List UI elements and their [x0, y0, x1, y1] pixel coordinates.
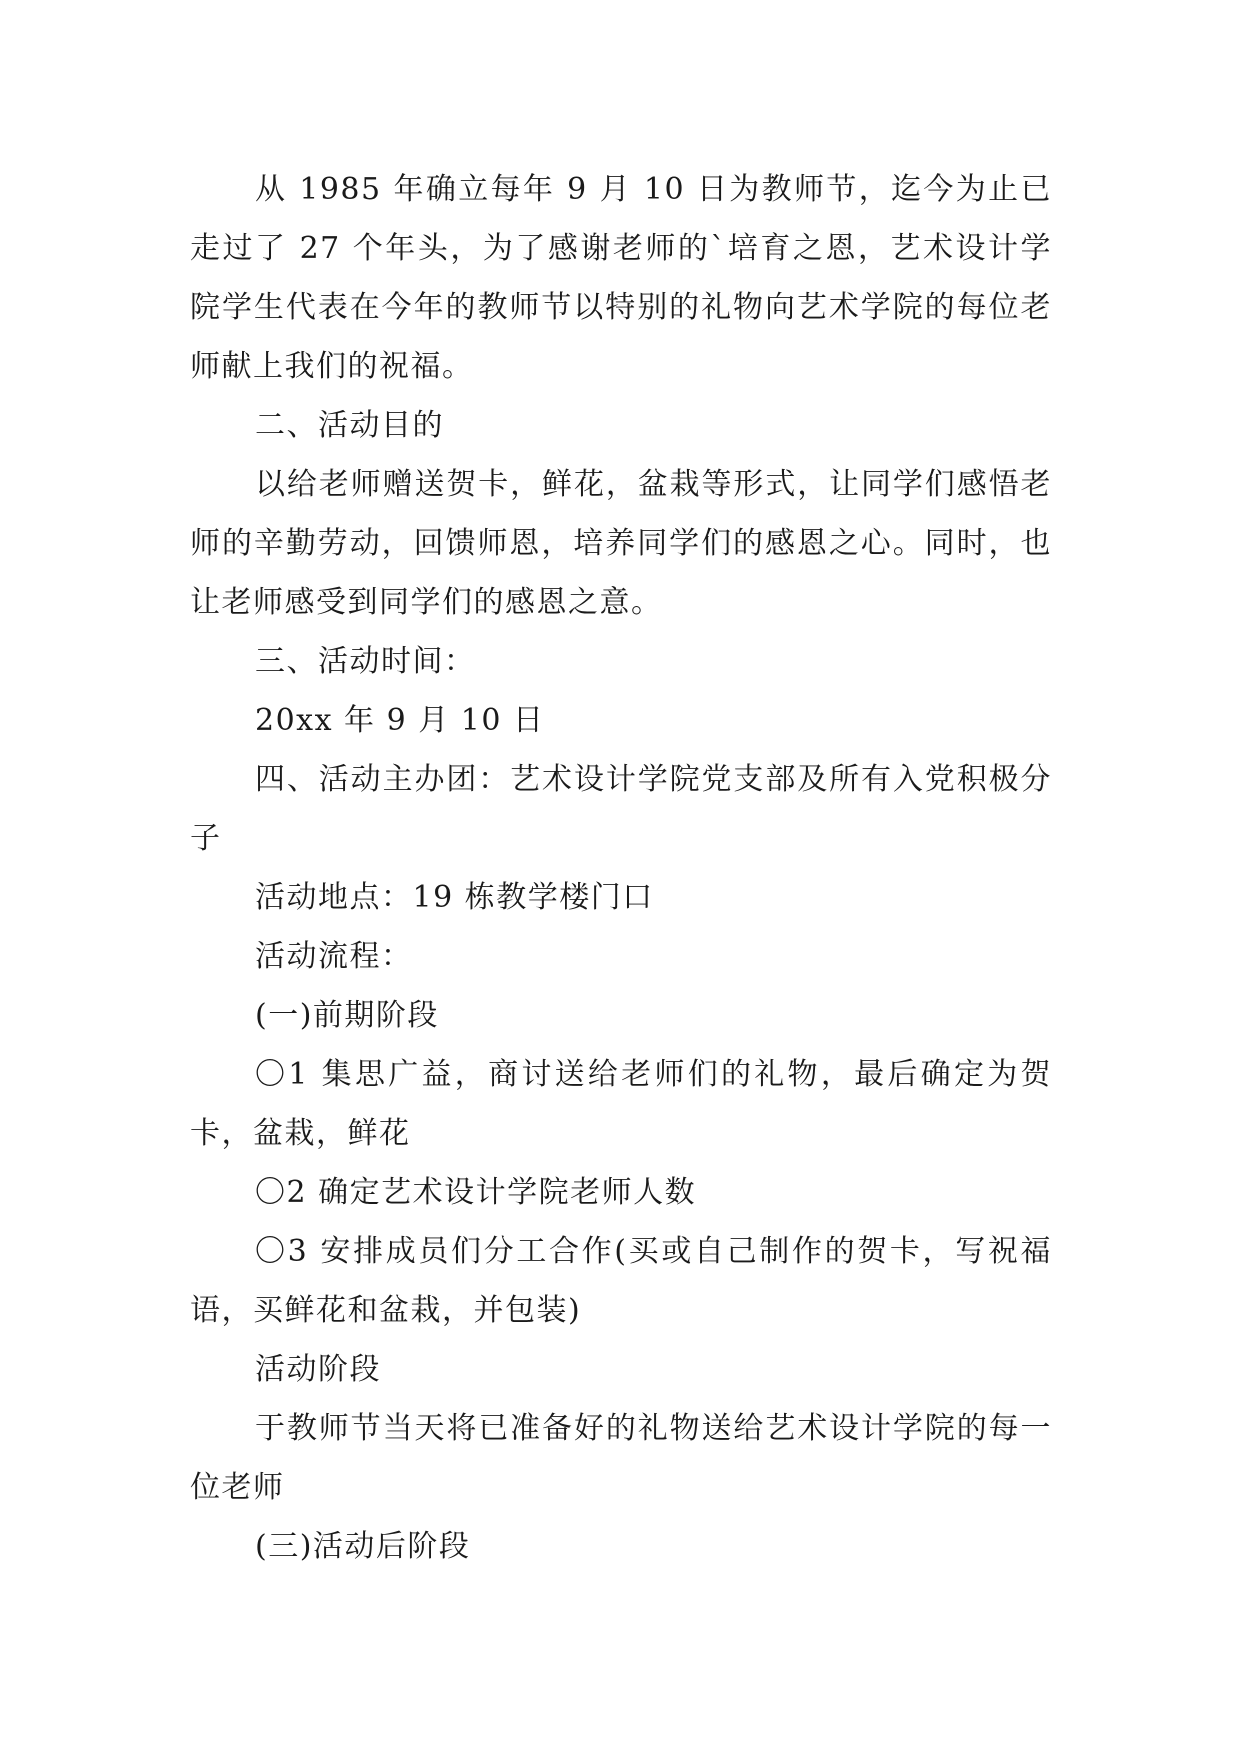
section-heading-purpose: 二、活动目的: [255, 408, 444, 443]
event-date: 20xx 年 9 月 10 日: [255, 703, 545, 738]
event-location: 活动地点：19 栋教学楼门口: [255, 880, 654, 915]
activity-paragraph: 于教师节当天将已准备好的礼物送给艺术设计学院的每一位老师: [190, 1411, 1052, 1505]
purpose-paragraph: 以给老师赠送贺卡，鲜花，盆栽等形式，让同学们感悟老师的辛勤劳动，回馈师恩，培养同学们的感恩之心。同时，也让老师感受到同学们的感恩之意。: [190, 467, 1052, 620]
phase-heading-post: (三)活动后阶段: [255, 1529, 471, 1564]
intro-paragraph: 从 1985 年确立每年 9 月 10 日为教师节，迄今为止已走过了 27 个年头，为了感谢老师的`培育之恩，艺术设计学院学生代表在今年的教师节以特别的礼物向艺术学院的每位老师献上我们的祝福。: [190, 172, 1052, 384]
step-item-3: 〇3 安排成员们分工合作(买或自己制作的贺卡，写祝福语，买鲜花和盆栽，并包装): [190, 1234, 1052, 1328]
section-heading-time: 三、活动时间：: [255, 644, 476, 679]
section-heading-organizer: 四、活动主办团：艺术设计学院党支部及所有入党积极分子: [190, 762, 1052, 856]
step-item-1: 〇1 集思广益，商讨送给老师们的礼物，最后确定为贺卡，盆栽，鲜花: [190, 1057, 1052, 1151]
phase-heading-activity: 活动阶段: [255, 1352, 381, 1387]
document-body: [190, 160, 1052, 1576]
phase-heading-preparation: (一)前期阶段: [255, 998, 439, 1033]
step-item-2: 〇2 确定艺术设计学院老师人数: [255, 1175, 697, 1210]
process-heading: 活动流程：: [255, 939, 413, 974]
